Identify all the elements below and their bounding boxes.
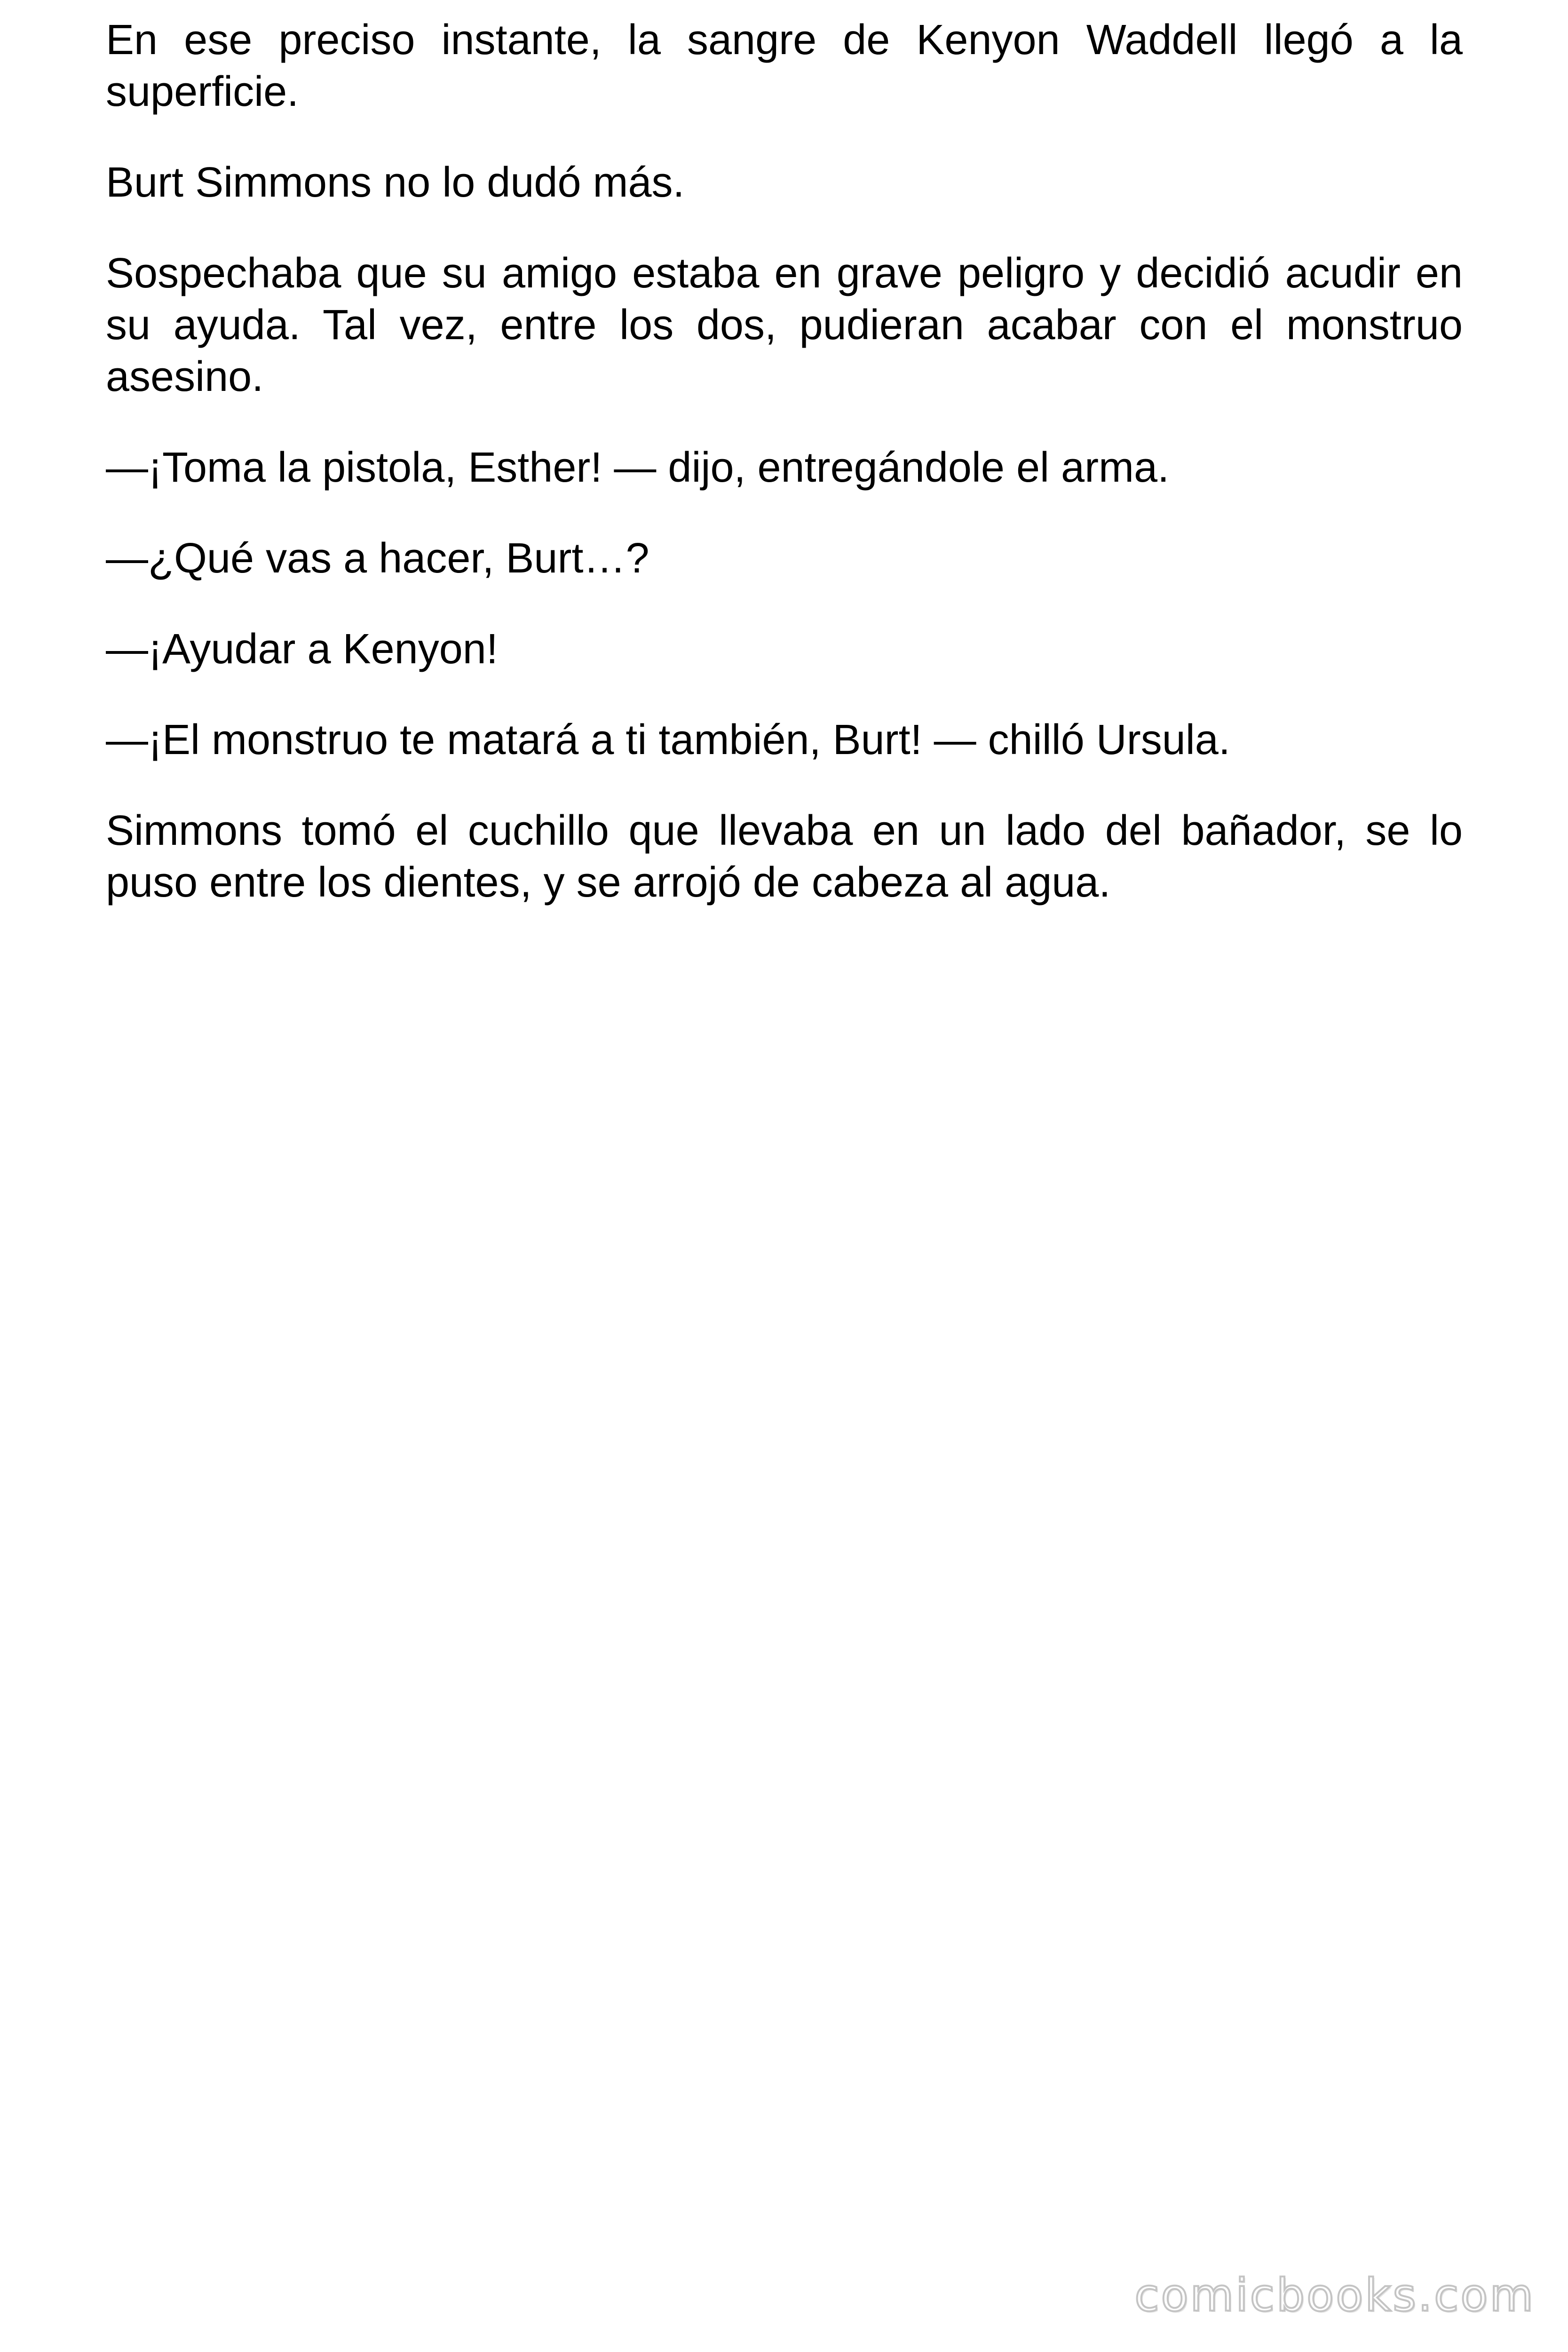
paragraph: Simmons tomó el cuchillo que llevaba en un lado del bañador, se lo puso entre los dientes, y se arrojó de cabeza al agua. [106, 807, 1463, 906]
paragraph: Sospechaba que su amigo estaba en grave peligro y decidió acudir en su ayuda. Tal vez, entre los dos, pudieran acabar con el monstruo asesino. [106, 250, 1463, 400]
body-text [106, 14, 1463, 947]
dialogue-line: —¡El monstruo te matará a ti también, Burt! — chilló Ursula. [106, 716, 1230, 763]
watermark-logo: comicbooks.com [1134, 2270, 1535, 2321]
dialogue-line: —¡Toma la pistola, Esther! — dijo, entregándole el arma. [106, 444, 1170, 491]
paragraph: Burt Simmons no lo dudó más. [106, 159, 685, 206]
paragraph: En ese preciso instante, la sangre de Kenyon Waddell llegó a la superficie. [106, 16, 1463, 115]
dialogue-line: —¡Ayudar a Kenyon! [106, 626, 498, 673]
dialogue-line: —¿Qué vas a hacer, Burt…? [106, 535, 649, 582]
